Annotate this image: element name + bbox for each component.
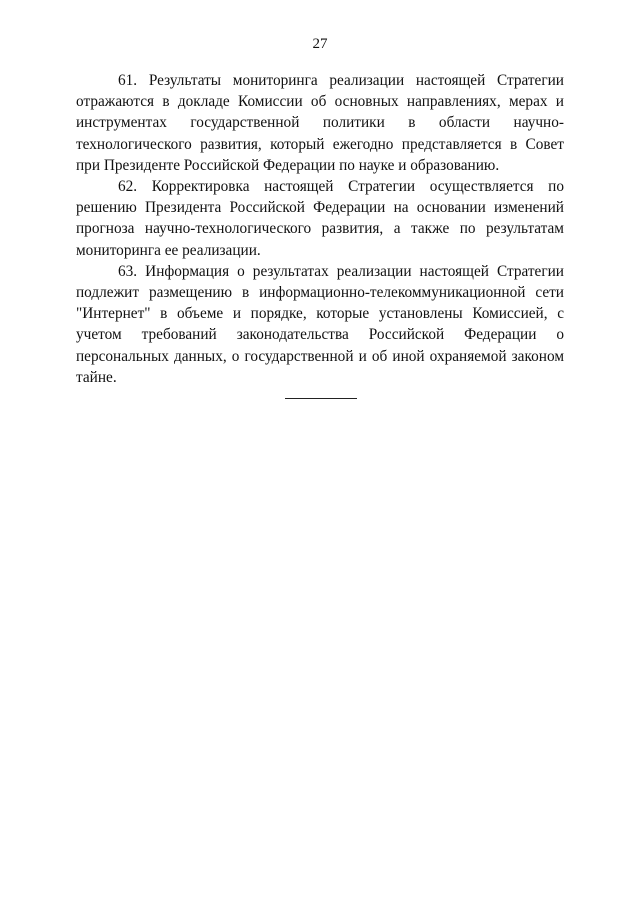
paragraph-62: 62. Корректировка настоящей Стратегии осуществляется по решению Президента Российской Федерации на основании изменений прогноза научно-технологического развития, а также по результатам мониторинга ее реализации. bbox=[76, 178, 564, 259]
end-of-document-rule bbox=[285, 398, 357, 399]
paragraph-61: 61. Результаты мониторинга реализации настоящей Стратегии отражаются в докладе Комиссии об основных направлениях, мерах и инструментах государственной политики в области научно-технологического развития, который ежегодно представляется в Совет при Президенте Российской Федерации по науке и образованию. bbox=[76, 72, 564, 174]
page-number: 27 bbox=[312, 36, 328, 52]
document-body bbox=[76, 70, 564, 388]
paragraph-63: 63. Информация о результатах реализации настоящей Стратегии подлежит размещению в информационно-телекоммуникационной сети "Интернет" в объеме и порядке, которые установлены Комиссией, с учетом требований законодательства Российской Федерации о персональных данных, о государственной и об иной охраняемой законом тайне. bbox=[76, 262, 564, 386]
